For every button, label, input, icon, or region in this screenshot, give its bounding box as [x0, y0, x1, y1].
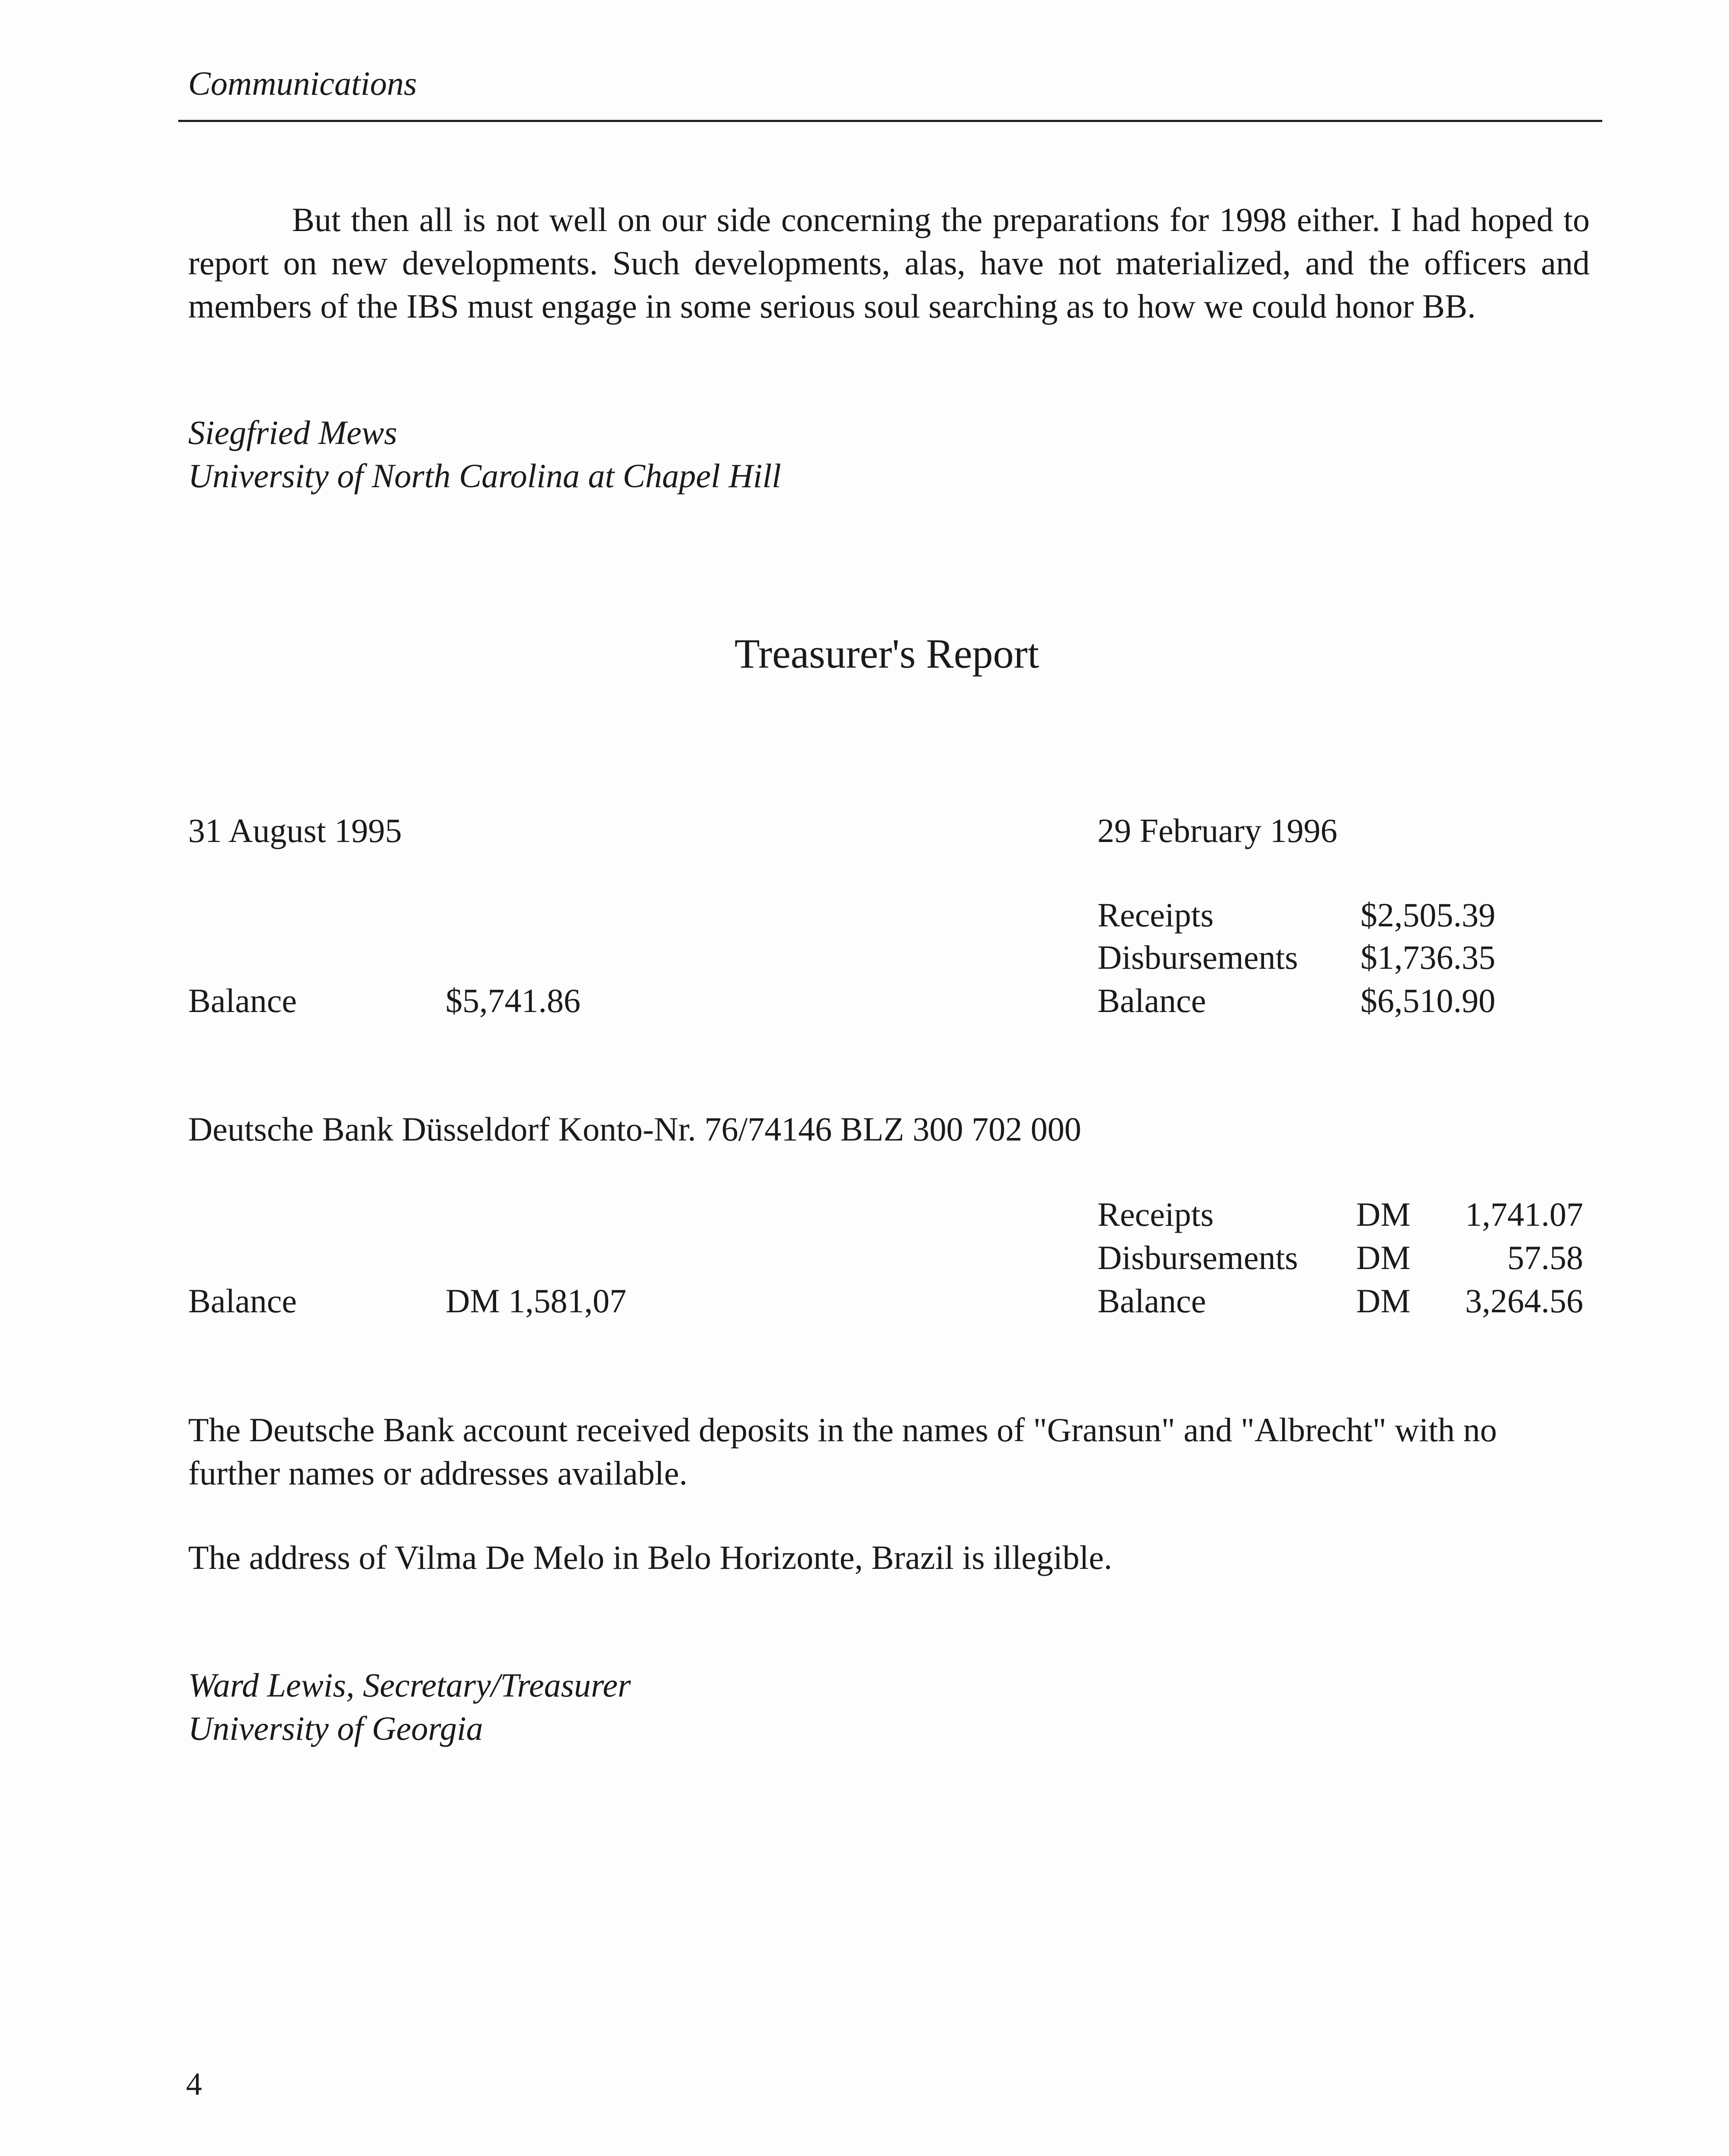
signature-affiliation: University of North Carolina at Chapel Hill — [188, 457, 781, 495]
usd-right-balance-label: Balance — [1097, 982, 1206, 1019]
dm-receipts-value: 1,741.07 — [1465, 1195, 1583, 1233]
date-left: 31 August 1995 — [188, 812, 402, 849]
dm-disbursements-label: Disbursements — [1097, 1239, 1298, 1276]
dm-right-balance-label: Balance — [1097, 1282, 1206, 1320]
usd-disbursements-value: $1,736.35 — [1360, 938, 1495, 976]
note-deposits: The Deutsche Bank account received deposits in the names of "Gransun" and "Albrecht" with no further names or addresses available. — [188, 1411, 1497, 1492]
signature-2-affiliation: University of Georgia — [188, 1709, 483, 1747]
usd-left-balance-label: Balance — [188, 982, 297, 1019]
page-number: 4 — [186, 2066, 202, 2102]
intro-paragraph: But then all is not well on our side concerning the preparations for 1998 either. I had hoped to report on new developments. Such developments, alas, have not materialized, and the officers and members of the IBS must engage in some serious soul searching as to how we could honor BB. — [188, 201, 1590, 325]
dm-disbursements-value: 57.58 — [1507, 1239, 1583, 1276]
dm-left-balance-label: Balance — [188, 1282, 297, 1320]
header-rule — [178, 120, 1602, 122]
note-address: The address of Vilma De Melo in Belo Horizonte, Brazil is illegible. — [188, 1539, 1113, 1576]
dm-receipts-label: Receipts — [1097, 1195, 1214, 1233]
usd-receipts-label: Receipts — [1097, 896, 1214, 934]
report-title: Treasurer's Report — [734, 630, 1039, 677]
usd-right-balance-value: $6,510.90 — [1360, 982, 1495, 1019]
dm-right-balance-value: 3,264.56 — [1465, 1282, 1583, 1320]
usd-disbursements-label: Disbursements — [1097, 938, 1298, 976]
dm-right-balance-currency: DM — [1356, 1282, 1411, 1320]
dm-left-balance-value: DM 1,581,07 — [446, 1282, 627, 1320]
usd-receipts-value: $2,505.39 — [1360, 896, 1495, 934]
signature-name: Siegfried Mews — [188, 414, 398, 451]
dm-receipts-currency: DM — [1356, 1195, 1411, 1233]
dm-disbursements-currency: DM — [1356, 1239, 1411, 1276]
usd-left-balance-value: $5,741.86 — [446, 982, 581, 1019]
signature-2-name: Ward Lewis, Secretary/Treasurer — [188, 1666, 631, 1704]
running-head: Communications — [188, 64, 417, 102]
date-right: 29 February 1996 — [1097, 812, 1338, 849]
account-line: Deutsche Bank Düsseldorf Konto-Nr. 76/74146 BLZ 300 702 000 — [188, 1110, 1081, 1148]
